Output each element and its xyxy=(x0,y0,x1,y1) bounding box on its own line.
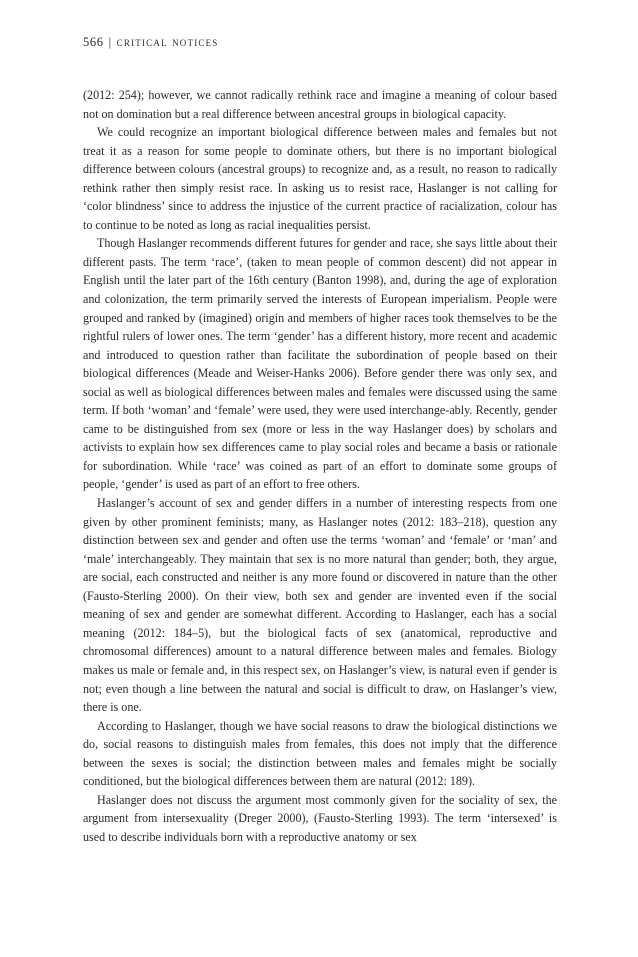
paragraph-sex-and-gender: Haslanger’s account of sex and gender differs in a number of interesting respects from one given by other prominent feminists; many, as Haslanger notes (2012: 183–218), question any distinction between sex and gender and often use the terms ‘woman’ and ‘female’ or ‘man’ and ‘male’ interchangeably. They maintain that sex is no more natural than gender; both, they argue, are social, each constructed and neither is any more found or discovered in nature than the other (Fausto-Sterling 2000). On their view, both sex and gender are invented even if the social meaning of sex and gender are somewhat different. According to Haslanger, each has a social meaning (2012: 184–5), but the biological facts of sex (anatomical, reproductive and chromosomal differences) amount to a natural difference between males and females. Biology makes us male or female and, in this respect sex, on Haslanger’s view, is natural even if gender is not; even though a line between the natural and social is difficult to draw, on Haslanger’s view, there is one. xyxy=(83,496,557,715)
paragraph-continuation: (2012: 254); however, we cannot radically rethink race and imagine a meaning of colour based not on domination but a real difference between ancestral groups in biological capacity. xyxy=(83,88,557,121)
header-separator: | xyxy=(108,35,112,49)
paragraph-intersexuality: Haslanger does not discuss the argument most commonly given for the sociality of sex, the argument from intersexuality (Dreger 2000), (Fausto-Sterling 1993). The term ‘intersexed’ is used to describe individuals born with a reproductive anatomy or sex xyxy=(83,792,557,844)
paragraph-biological-difference: We could recognize an important biological difference between males and females but not treat it as a reason for some people to dominate others, but there is no important biological difference between colours (ancestral groups) to recognize and, as a result, no reason to radically rethink rather then simply resist race. In asking us to resist race, Haslanger is not calling for ‘color blindness’ since to address the injustice of the current practice of racialization, colour has to continue to be noted as long as racial inequalities persist. xyxy=(83,125,557,232)
section-title: critical notices xyxy=(116,35,219,49)
running-head xyxy=(83,34,557,56)
body-text xyxy=(83,86,557,846)
paragraph-different-pasts: Though Haslanger recommends different futures for gender and race, she says little about their different pasts. The term ‘race’, (taken to mean people of common descent) did not appear in English until the later part of the 16th century (Banton 1998), and, during the age of exploration and colonization, the term primarily served the interests of European imperialism. People were grouped and ranked by (imagined) origin and members of higher races took themselves to be the rightful rulers of lower ones. The term ‘gender’ has a different history, more recent and academic and introduced to question rather than facilitate the subordination of people based on their biological differences (Meade and Weiser-Hanks 2006). Before gender there was only sex, and social as well as biological differences between males and females were discussed using the same term. If both ‘woman’ and ‘female’ were used, they were used interchange-ably. Recently, gender came to be distinguished from sex (more or less in the way Haslanger does) by scholars and activists to explain how sex differences came to play social roles and became a basis or rationale for subordination. While ‘race’ was coined as part of an effort to dominate some groups of people, ‘gender’ is used as part of an effort to free others. xyxy=(83,236,557,492)
paragraph-social-reasons: According to Haslanger, though we have social reasons to draw the biological distinctions we do, social reasons to distinguish males from females, this does not imply that the difference between the sexes is social; the distinction between males and females might be socially conditioned, but the biological differences between them are natural (2012: 189). xyxy=(83,718,557,789)
page-number: 566 xyxy=(83,35,104,49)
page xyxy=(83,34,557,846)
